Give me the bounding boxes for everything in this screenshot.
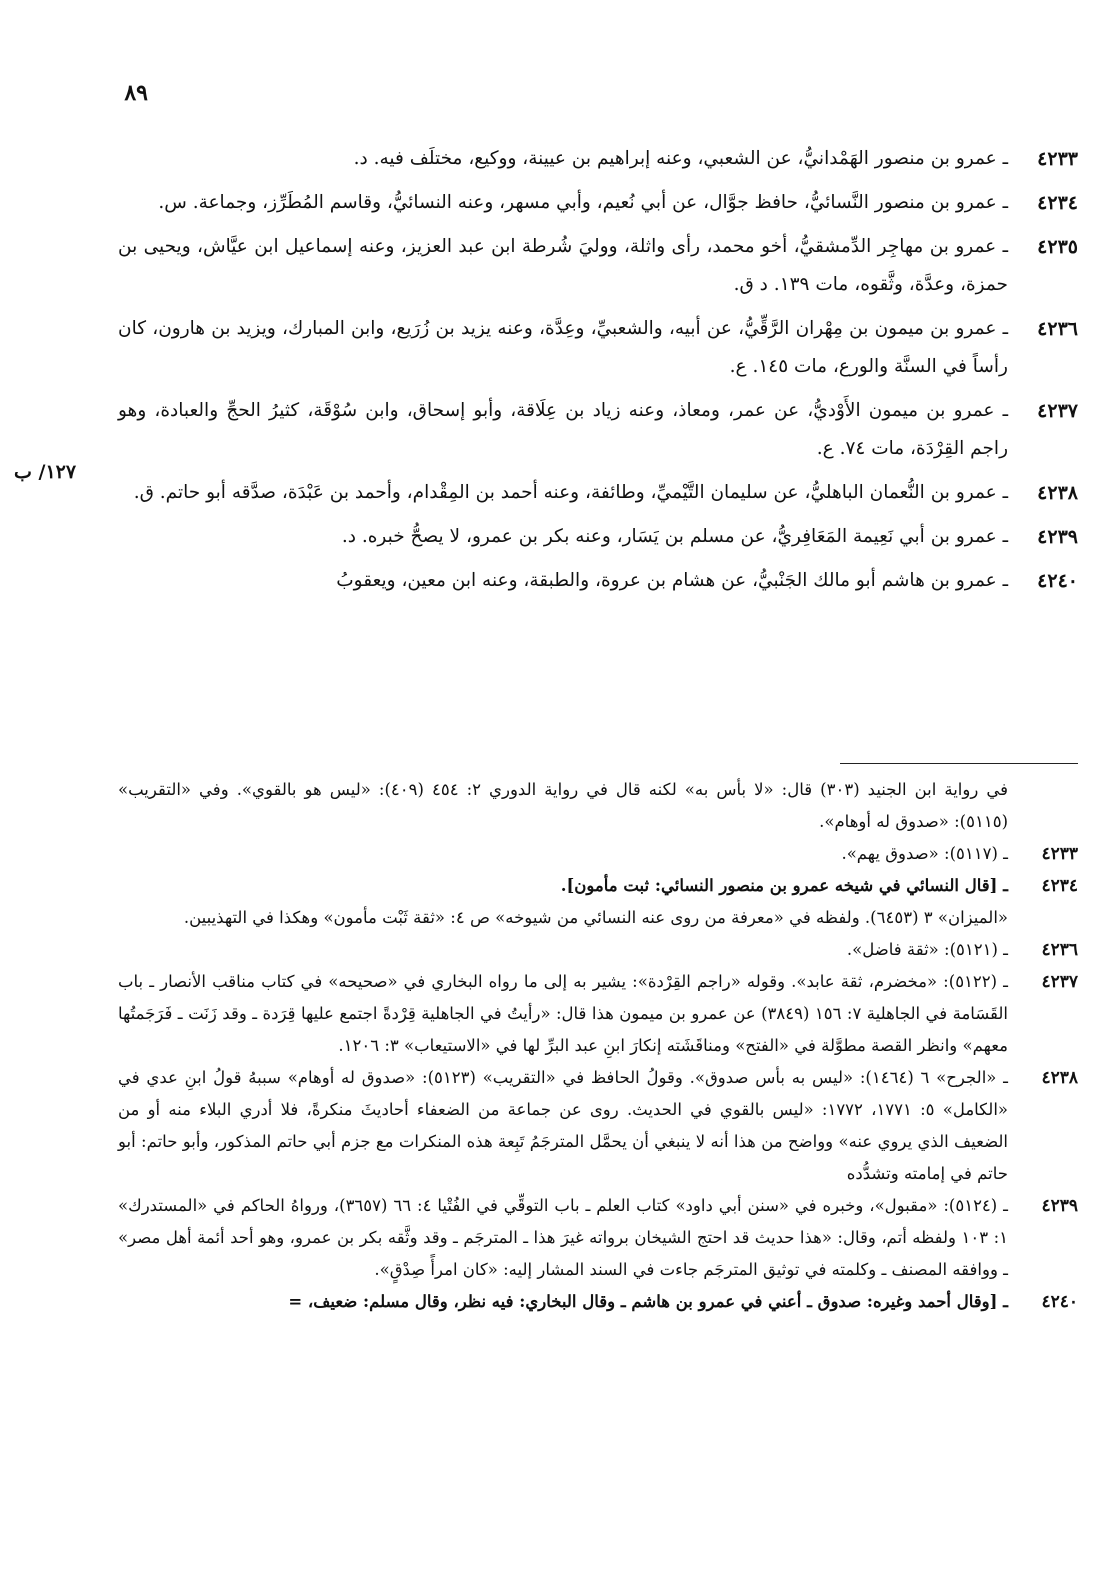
footnote-text: ـ (٥١١٧): «صدوق يهم». <box>841 844 1008 863</box>
entry <box>118 562 1078 600</box>
entry-text: ـ عمرو بن منصور النَّسائيُّ، حافظ جوَّال، عن أبي نُعيم، وأبي مسهر، وعنه النسائيُّ، وقاسم المُطَرِّز، وجماعة. س. <box>158 192 1008 213</box>
entry <box>118 228 1078 304</box>
footnote <box>118 902 1078 934</box>
footnote-number: ٤٢٤٠ <box>1041 1292 1078 1312</box>
footnote-number: ٤٢٣٦ <box>1041 940 1078 960</box>
entry-text: ـ عمرو بن أبي نَعِيمة المَعَافِريُّ، عن مسلم بن يَسَار، وعنه بكر بن عمرو، لا يصحُّ خبره. د. <box>341 526 1008 547</box>
footnote-number: ٤٢٣٧ <box>1041 972 1078 992</box>
entry-text: ـ عمرو بن النُّعمان الباهليُّ، عن سليمان التَّيْميِّ، وطائفة، وعنه أحمد بن المِقْدام، وأحمد بن عَبْدَة، صدَّقه أبو حاتم. ق. <box>133 482 1008 503</box>
footnote <box>118 870 1078 902</box>
footnote <box>118 1190 1078 1286</box>
footnote <box>118 1062 1078 1190</box>
footnote-text: ـ [قال النسائي في شيخه عمرو بن منصور النسائي: ثبت مأمون]. <box>560 876 1008 895</box>
entry-text: ـ عمرو بن مهاجِر الدِّمشقيُّ، أخو محمد، رأى واثلة، ووليَ شُرطة ابن عبد العزيز، وعنه إسماعيل ابن عيَّاش، ويحيى بن حمزة، وعدَّة، وثَّقوه، مات ١٣٩. د ق. <box>118 236 1008 295</box>
footnote <box>118 966 1078 1062</box>
footnote-text: «الميزان» ٣ (٦٤٥٣). ولفظه في «معرفة من روى عنه النسائي من شيوخه» ص ٤: «ثقة ثَبْت مأمون» وهكذا في التهذيبين. <box>183 908 1008 927</box>
entry <box>118 140 1078 178</box>
footnote-text: ـ (٥١٢٤): «مقبول»، وخبره في «سنن أبي داود» كتاب العلم ـ باب التوقِّي في الفُتْيا ٤: ٦٦ (٣٦٥٧)، ورواهُ الحاكم في «المستدرك» ١: ١٠٣ ولفظه أتم، وقال: «هذا حديث قد احتج الشيخان برواته غيرَ هذا ـ المترجَم ـ وقد وثَّقه بكر بن عمرو، وهو أحد أئمة أهل مصر» ـ ووافقه المصنف ـ وكلمته في توثيق المترجَم جاءت في السند المشار إليه: «كان امرأً صِدْقٍ». <box>118 1196 1008 1279</box>
footnote-text: في رواية ابن الجنيد (٣٠٣) قال: «لا بأس به» لكنه قال في رواية الدوري ٢: ٤٥٤ (٤٠٩): «ليس هو بالقوي». وفي «التقريب» (٥١١٥): «صدوق له أوهام». <box>118 780 1008 831</box>
footnote-text: ـ (٥١٢١): «ثقة فاضل». <box>846 940 1008 959</box>
entry-number: ٤٢٣٦ <box>1037 318 1078 340</box>
footnote-number: ٤٢٣٤ <box>1041 876 1078 896</box>
page-number: ٨٩ <box>124 80 148 106</box>
footnote <box>118 774 1078 838</box>
entry-number: ٤٢٣٣ <box>1037 148 1078 170</box>
entry <box>118 184 1078 222</box>
entries-list <box>118 140 1078 606</box>
footnote-text: ـ (٥١٢٢): «مخضرم، ثقة عابد». وقوله «راجم القِرْدة»: يشير به إلى ما رواه البخاري في «صحيحه» في كتاب مناقب الأنصار ـ باب القَسَامة في الجاهلية ٧: ١٥٦ (٣٨٤٩) عن عمرو بن ميمون هذا قال: «رأيتُ في الجاهلية قِرْدةً اجتمع عليها قِرَدة ـ وقد زَنَت ـ فَرَجَمتُها معهم» وانظر القصة مطوَّلة في «الفتح» ومناقَشَته إنكارَ ابنِ عبد البرِّ لها في «الاستيعاب» ٣: ١٢٠٦. <box>118 972 1009 1055</box>
entry <box>118 392 1078 468</box>
footnote <box>118 934 1078 966</box>
entry <box>118 474 1078 512</box>
entry-number: ٤٢٣٥ <box>1037 236 1078 258</box>
entry-number: ٤٢٣٩ <box>1037 526 1078 548</box>
footnotes-list <box>118 774 1078 1318</box>
footnote-separator <box>840 763 1078 764</box>
entry-text: ـ عمرو بن ميمون بن مِهْران الرَّقِّيُّ، عن أبيه، والشعبيِّ، وعِدَّة، وعنه يزيد بن زُرَيع، وابن المبارك، ويزيد بن هارون، كان رأساً في السنَّة والورع، مات ١٤٥. ع. <box>118 318 1008 377</box>
entry <box>118 310 1078 386</box>
footnote-number: ٤٢٣٩ <box>1041 1196 1078 1216</box>
entry-text: ـ عمرو بن منصور الهَمْدانيُّ، عن الشعبي، وعنه إبراهيم بن عيينة، ووكيع، مختلَف فيه. د. <box>353 148 1008 169</box>
entry <box>118 518 1078 556</box>
footnote-number: ٤٢٣٣ <box>1041 844 1078 864</box>
footnote-text: ـ «الجرح» ٦ (١٤٦٤): «ليس به بأس صدوق». وقولُ الحافظ في «التقريب» (٥١٢٣): «صدوق له أوهام» سببهُ قولُ ابنِ عدي في «الكامل» ٥: ١٧٧١، ١٧٧٢: «ليس بالقوي في الحديث. روى عن جماعة من الضعفاء أحاديثَ منكرةً، فلا أدري البلاء منه أو من الضعيف الذي يروي عنه» وواضح من هذا أنه لا ينبغي أن يحمَّل المترجَمُ تَبِعة هذه المنكرات مع جزم أبي حاتم المذكور، وأبو حاتم: أبو حاتم في إمامته وتشدُّده <box>118 1068 1008 1183</box>
footnote-text: ـ [وقال أحمد وغيره: صدوق ـ أعني في عمرو بن هاشم ـ وقال البخاري: فيه نظر، وقال مسلم: ضعيف، = <box>288 1292 1008 1311</box>
entry-text: ـ عمرو بن هاشم أبو مالك الجَنْبيُّ، عن هشام بن عروة، والطبقة، وعنه ابن معين، ويعقوبُ <box>336 570 1008 591</box>
footnote <box>118 1286 1078 1318</box>
entry-text: ـ عمرو بن ميمون الأَوْديُّ، عن عمر، ومعاذ، وعنه زياد بن عِلَاقة، وأبو إسحاق، وابن سُوْقَة، كثيرُ الحجِّ والعبادة، وهو راجم القِرْدَة، مات ٧٤. ع. <box>118 400 1008 459</box>
entry-number: ٤٢٣٨ <box>1037 482 1078 504</box>
footnote-number: ٤٢٣٨ <box>1041 1068 1078 1088</box>
entry-number: ٤٢٣٧ <box>1037 400 1078 422</box>
margin-folio-note: ١٢٧/ ب <box>14 461 77 483</box>
entry-number: ٤٢٣٤ <box>1037 192 1078 214</box>
entry-number: ٤٢٤٠ <box>1037 570 1078 592</box>
footnote <box>118 838 1078 870</box>
